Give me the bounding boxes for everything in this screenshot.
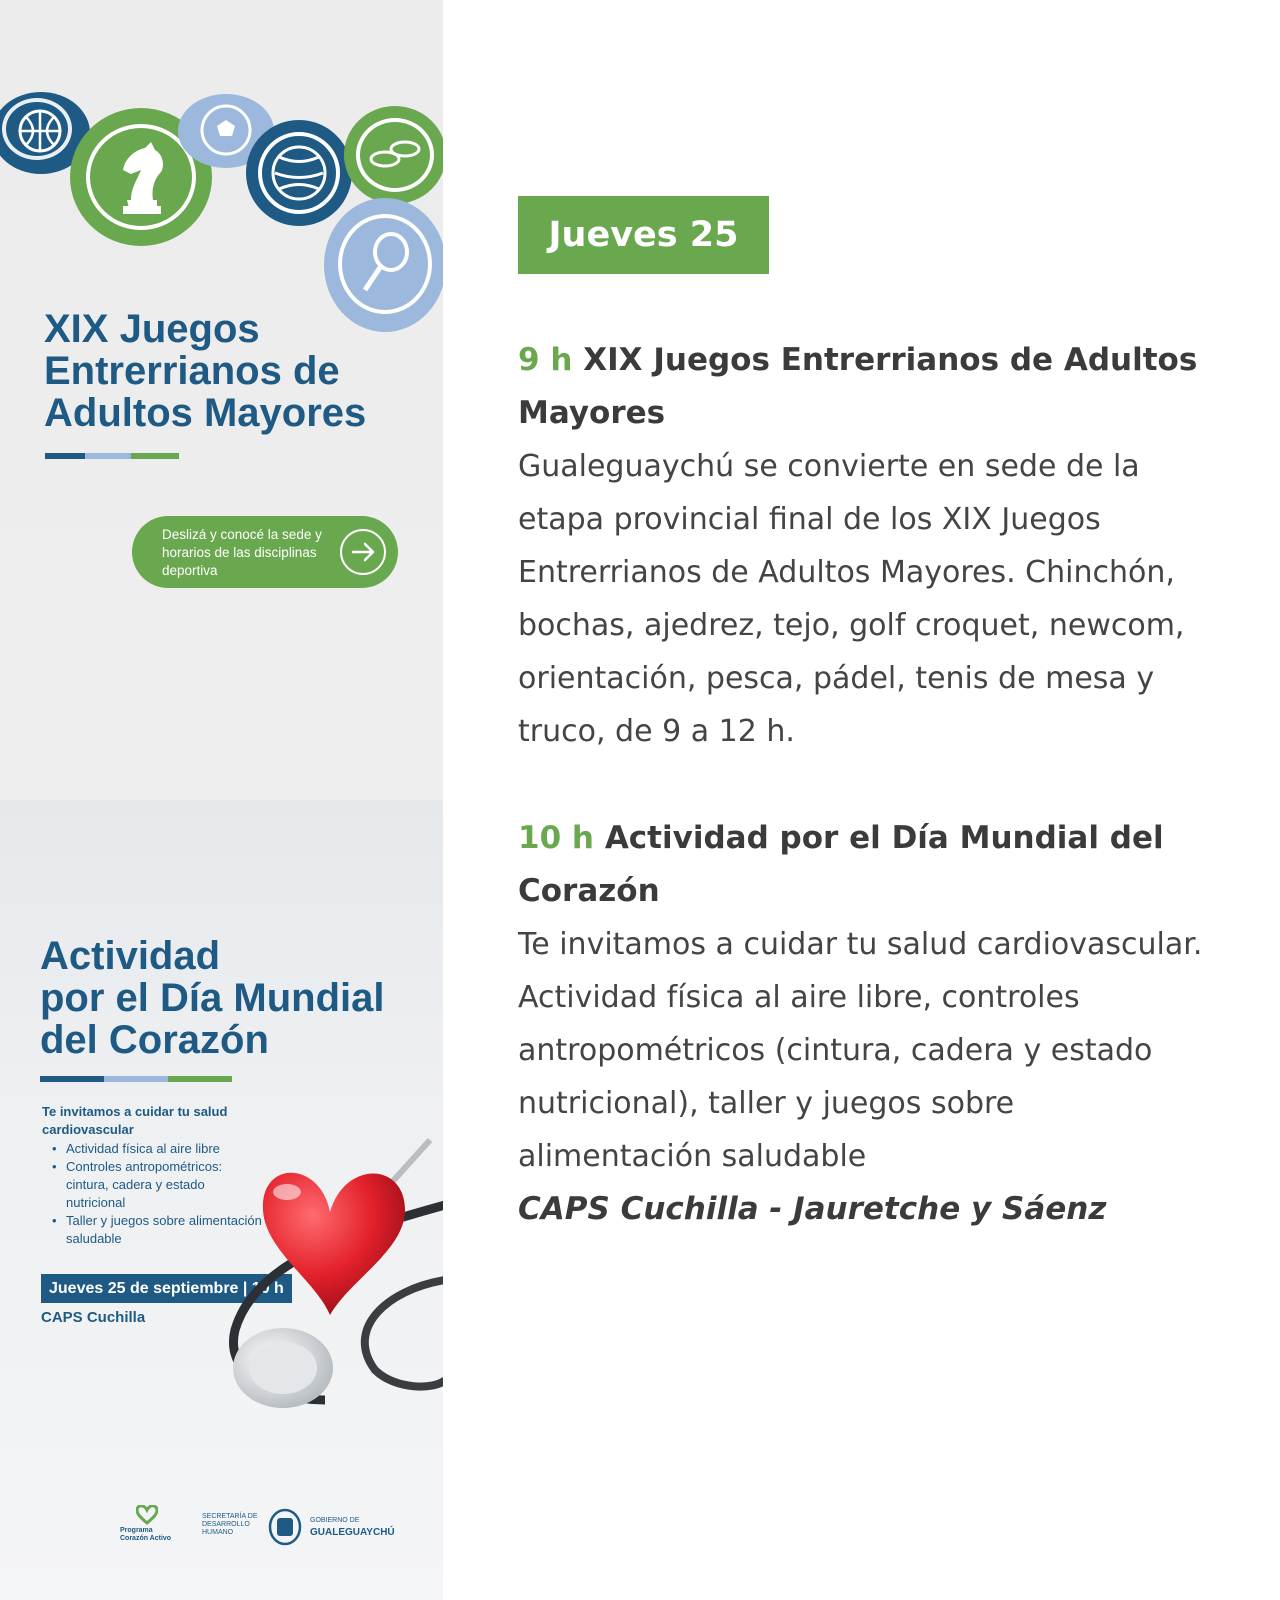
event-heading: [518, 820, 1164, 909]
juegos-poster-title: [44, 308, 424, 434]
heart-stethoscope-illustration: [205, 1100, 443, 1440]
bocce-tejo-icon: [344, 106, 443, 204]
volleyball-icon: [246, 120, 352, 226]
logo-corazon-activo: Programa Corazón Activo: [120, 1527, 172, 1542]
juegos-poster[interactable]: [0, 0, 443, 800]
corazon-poster-lead: Te invitamos a cuidar tu salud cardiovascular: [42, 1104, 228, 1137]
coat-of-arms-icon: [268, 1508, 302, 1546]
corazon-poster-title: [40, 935, 440, 1061]
juegos-title-underline: [45, 453, 179, 459]
heart-logo-icon: [136, 1505, 158, 1525]
event-description: Gualeguaychú se convierte en sede de la etapa provincial final de los XIX Juegos Entrerrianos de Adultos Mayores. Chinchón, bochas, ajedrez, tejo, golf croquet, newcom, orientación, pesca, pádel, tenis de mesa y truco, de 9 a 12 h.: [518, 449, 1185, 749]
logo-desarrollo-humano: SECRETARÍA DE DESARROLLO HUMANO: [202, 1513, 258, 1536]
event-location: CAPS Cuchilla - Jauretche y Sáenz: [518, 1191, 1107, 1227]
poster-column: [0, 0, 443, 1600]
swipe-prompt-text: Deslizá y conocé la sede y horarios de las disciplinas deportiva: [162, 527, 322, 578]
logo-gobierno-label: GOBIERNO DE: [310, 1517, 360, 1524]
list-item: • Actividad física al aire libre: [52, 1140, 262, 1158]
corazon-title-line-2: por el Día Mundial: [40, 976, 385, 1020]
list-item: • Taller y juegos sobre alimentación saludable: [52, 1212, 262, 1248]
corazon-title-line-3: del Corazón: [40, 1018, 269, 1062]
event-corazon: [518, 812, 1208, 1236]
list-item: • Controles antropométricos: cintura, cadera y estado nutricional: [52, 1158, 262, 1212]
corazon-title-underline: [40, 1076, 232, 1082]
juegos-title-line-3: Adultos Mayores: [44, 391, 367, 435]
arrow-right-icon: [340, 529, 386, 575]
event-title: Actividad por el Día Mundial del Corazón: [518, 820, 1164, 909]
event-title: XIX Juegos Entrerrianos de Adultos Mayores: [518, 342, 1198, 431]
event-time: 9 h: [518, 342, 573, 378]
juegos-title-line-1: XIX Juegos: [44, 307, 260, 351]
corazon-poster-place: CAPS Cuchilla: [41, 1309, 146, 1326]
event-description: Te invitamos a cuidar tu salud cardiovascular. Actividad física al aire libre, controles antropométricos (cintura, cadera y estado nutricional), taller y juegos sobre alimentación saludable: [518, 927, 1203, 1174]
event-heading: [518, 342, 1197, 431]
corazon-date-badge: Jueves 25 de septiembre | 10 h: [41, 1274, 292, 1303]
swipe-prompt-button[interactable]: [132, 516, 398, 588]
corazon-title-line-1: Actividad: [40, 934, 221, 978]
event-juegos: [518, 334, 1208, 758]
footer-logos: [118, 1505, 418, 1551]
logo-gualeguaychu: GUALEGUAYCHÚ: [310, 1527, 395, 1538]
day-badge: Jueves 25: [518, 196, 769, 274]
event-time: 10 h: [518, 820, 595, 856]
juegos-title-line-2: Entrerrianos de: [44, 349, 340, 393]
